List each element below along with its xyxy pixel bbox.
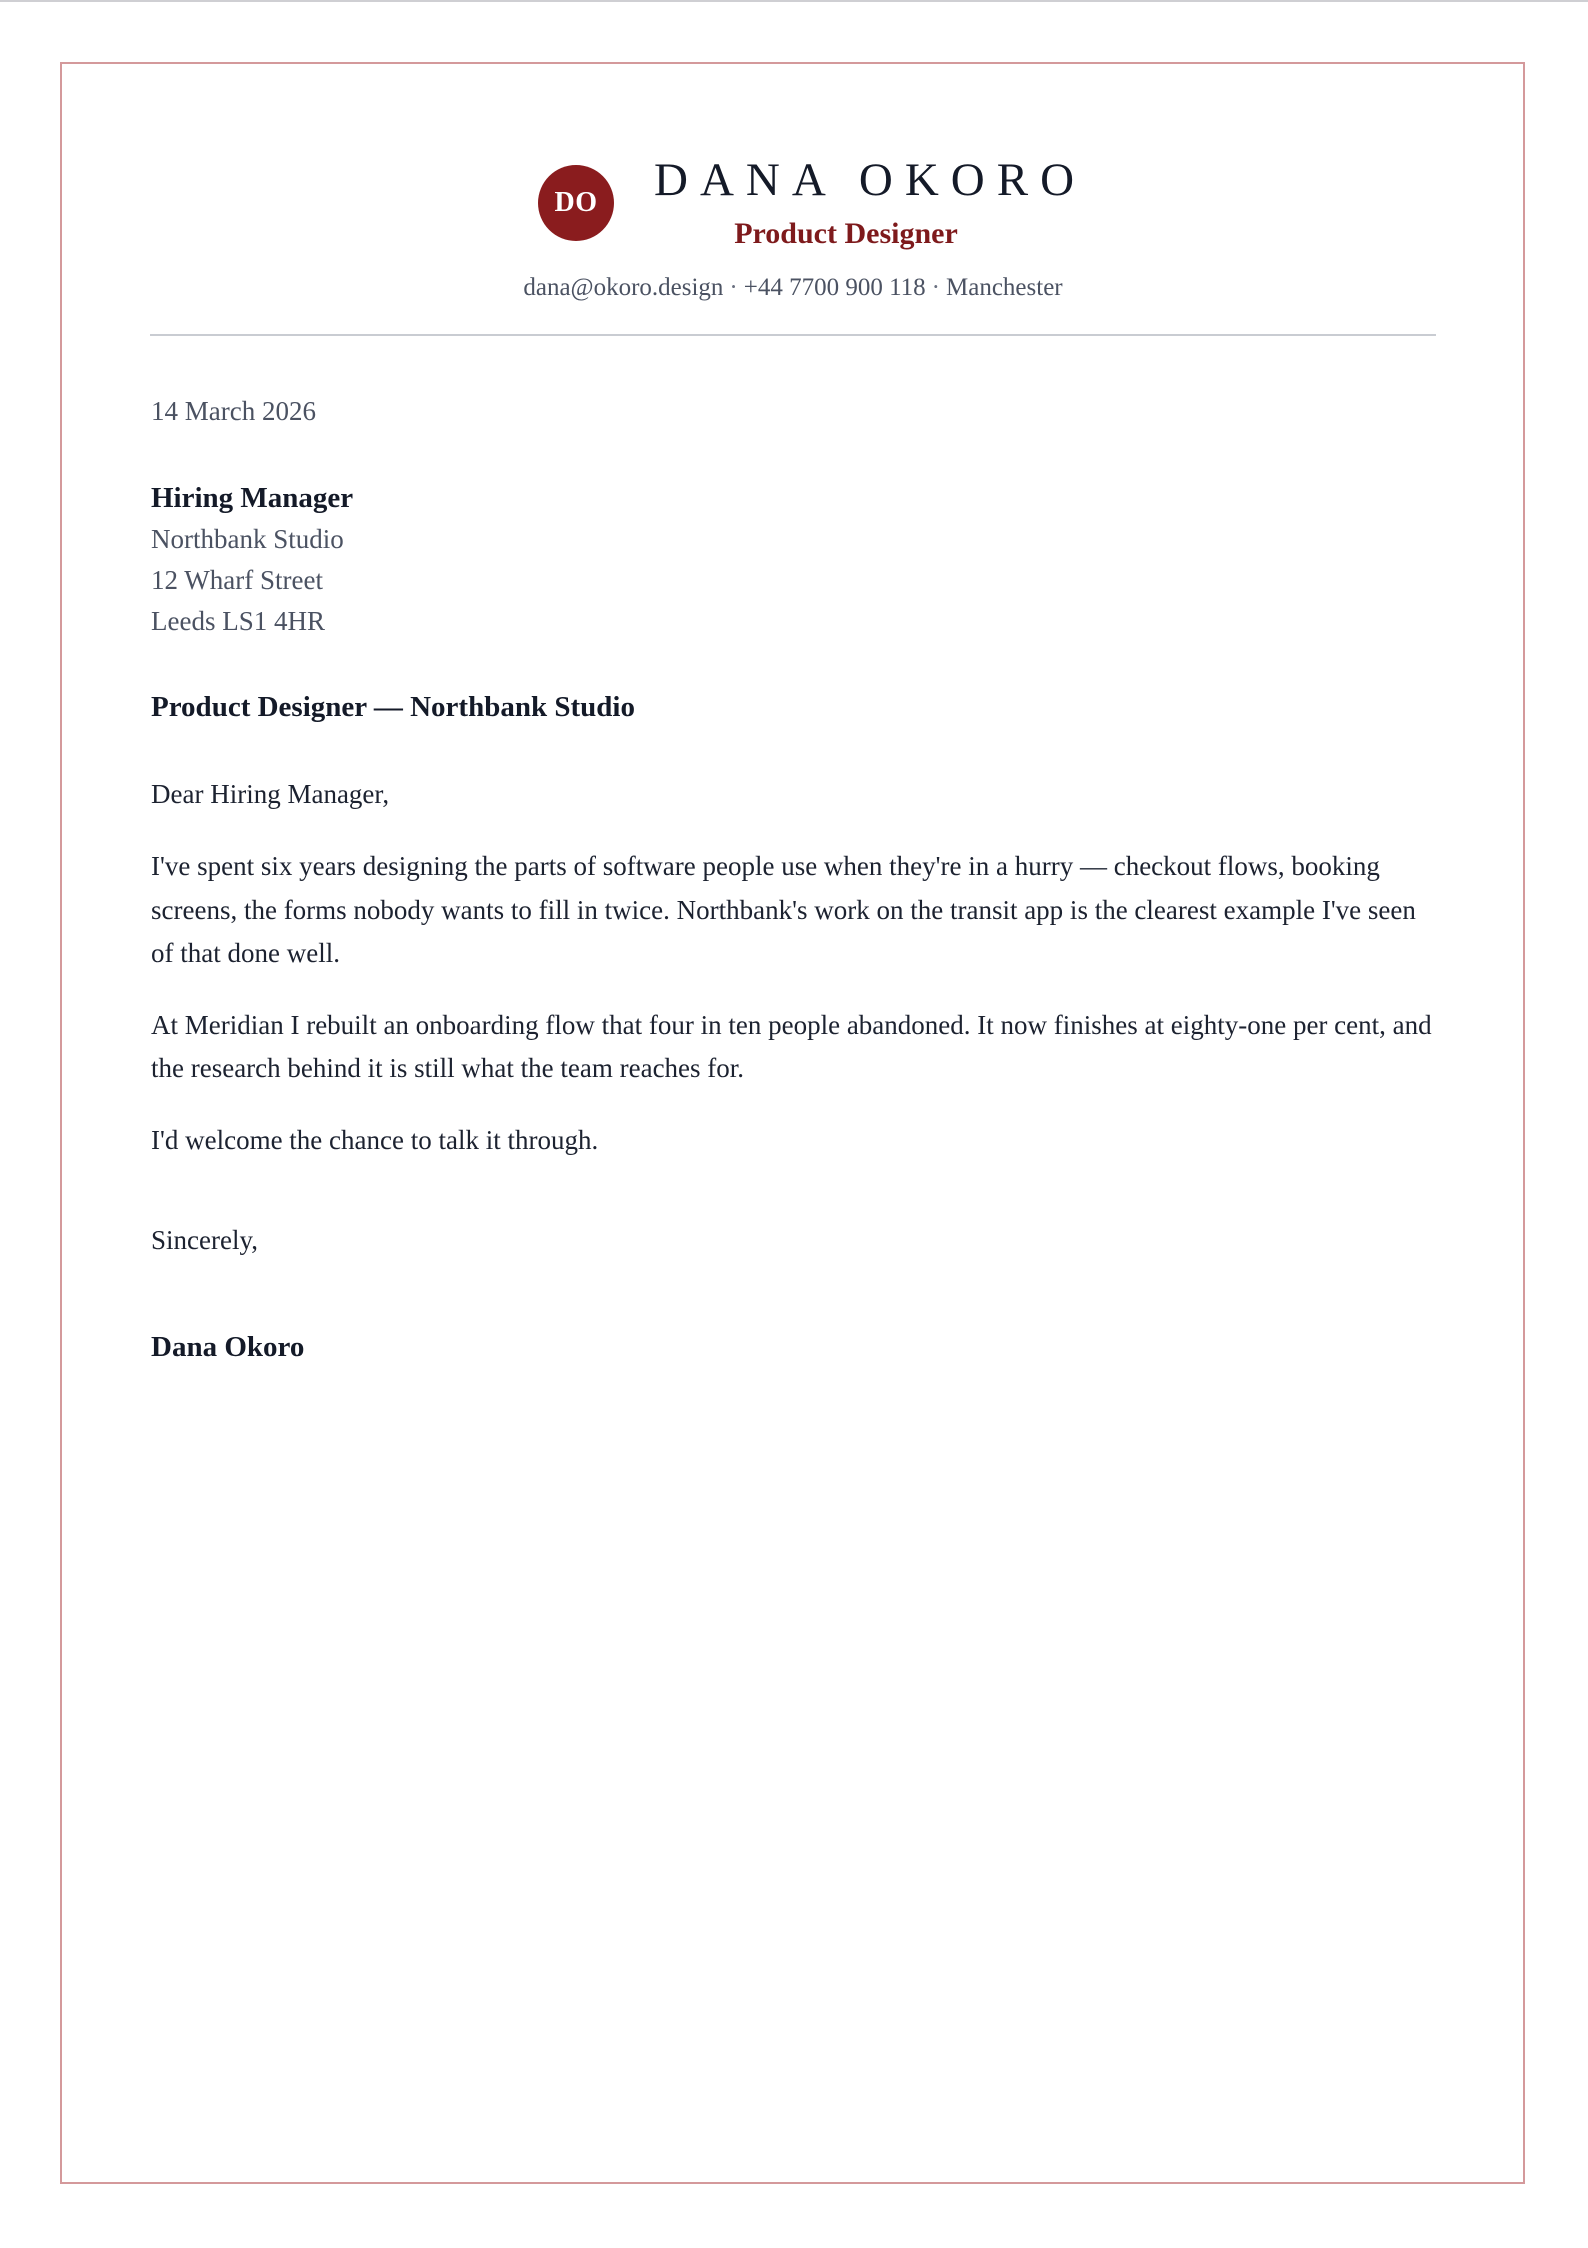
person-name: DANA OKORO [654, 154, 1087, 206]
contact-phone[interactable]: +44 7700 900 118 [743, 274, 926, 301]
body-paragraph: I've spent six years designing the parts of software people use when they're in a hurry — checkout flows, booking screens, the forms nobody wants to fill in twice. Northbank's work on the transit app is the clearest example I've seen of that done well. [151, 851, 1416, 968]
recipient-name: Hiring Manager [151, 482, 354, 514]
monogram-avatar: DO [538, 165, 614, 241]
top-rule [0, 0, 1588, 2]
contact-email[interactable]: dana@okoro.design [523, 274, 724, 301]
recipient-company: Northbank Studio [151, 524, 344, 554]
letterhead [150, 150, 1436, 336]
letterhead-divider [150, 334, 1436, 336]
contact-city: Manchester [946, 274, 1063, 301]
contact-separator: · [729, 274, 738, 301]
letter-body [151, 390, 1437, 1369]
body-paragraph: I'd welcome the chance to talk it through. [151, 1124, 599, 1155]
contact-separator: · [931, 274, 940, 301]
recipient-street: 12 Wharf Street [151, 565, 323, 595]
signature: Dana Okoro [151, 1331, 305, 1363]
recipient-city-postcode: Leeds LS1 4HR [151, 606, 325, 636]
body-paragraph: At Meridian I rebuilt an onboarding flow that four in ten people abandoned. It now finishes at eighty-one per cent, and the research behind it is still what the team reaches for. [151, 1009, 1432, 1083]
closing: Sincerely, [151, 1225, 258, 1255]
contact-line [150, 271, 1436, 305]
person-title: Product Designer [734, 217, 958, 250]
letter-subject: Product Designer — Northbank Studio [151, 691, 635, 723]
salutation: Dear Hiring Manager, [151, 779, 390, 809]
name-block [646, 150, 1087, 252]
recipient-address [151, 478, 1437, 642]
letter-date: 14 March 2026 [151, 396, 316, 426]
